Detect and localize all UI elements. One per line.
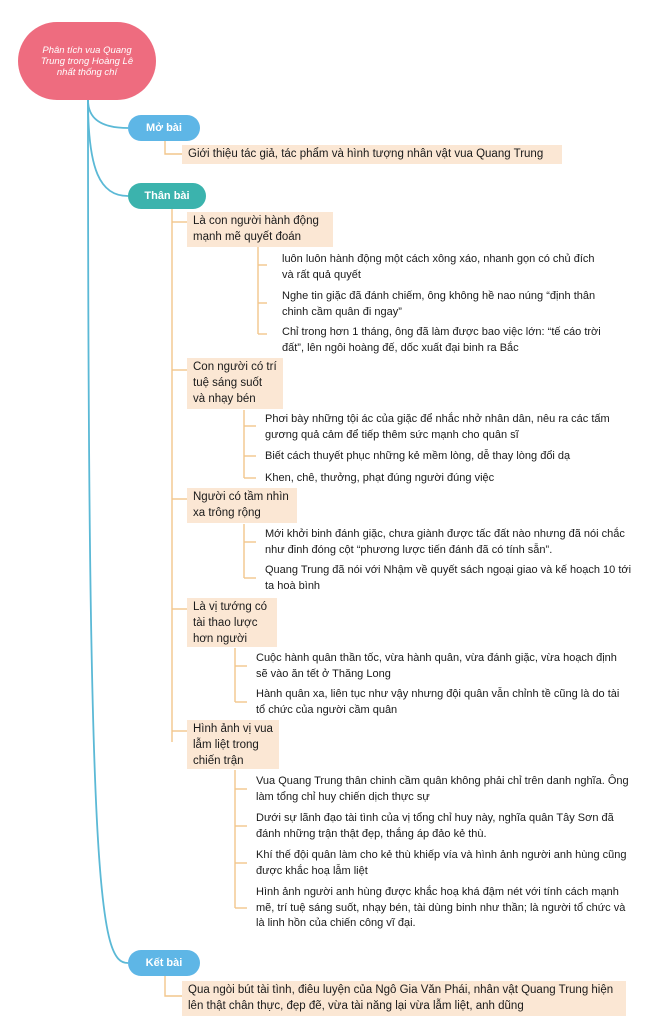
connector-intro <box>88 100 128 128</box>
body-group-3-point-1: Mới khởi binh đánh giặc, chưa giành được tấc đất nào nhưng đã nói chắc như đinh đóng cột “phương lược tiến đánh đã có tính sẵn”. <box>265 528 625 556</box>
connector-conclusion <box>88 100 128 963</box>
conclusion-content[interactable] <box>182 981 626 1016</box>
body-group-2[interactable] <box>187 358 283 409</box>
body-group-5[interactable] <box>187 720 279 769</box>
intro-branch[interactable] <box>128 115 200 141</box>
body-group-3[interactable] <box>187 488 297 523</box>
body-group-2-point-2: Biết cách thuyết phục những kẻ mềm lòng, dễ thay lòng đổi dạ <box>265 450 571 462</box>
body-group-2-point-3: Khen, chê, thưởng, phạt đúng người đúng việc <box>265 472 495 484</box>
body-group-2-title: Con người có trí tuệ sáng suốt và nhạy bén <box>193 361 277 405</box>
body-group-4-point-2: Hành quân xa, liên tục như vậy nhưng đội quân vẫn chỉnh tề cũng là do tài tổ chức của người cầm quân <box>256 688 620 716</box>
conclusion-content-text: Qua ngòi bút tài tình, điêu luyện của Ngô Gia Văn Phái, nhân vật Quang Trung hiện lên thật chân thực, đẹp đẽ, vừa tài năng lại vừa lẫm liệt, anh dũng <box>188 984 614 1012</box>
connector-body <box>88 100 128 196</box>
connector-conclusion-content <box>165 976 182 996</box>
body-group-3-title: Người có tầm nhìn xa trông rộng <box>193 491 289 519</box>
body-group-4-point-1: Cuộc hành quân thần tốc, vừa hành quân, vừa đánh giặc, vừa hoạch định sẽ vào ăn tết ở Thăng Long <box>256 652 617 680</box>
body-label: Thân bài <box>144 190 190 202</box>
body-group-5-point-1: Vua Quang Trung thân chinh cầm quân không phải chỉ trên danh nghĩa. Ông làm tổng chỉ huy chiến dịch thực sự <box>256 775 629 803</box>
body-group-1-point-1: luôn luôn hành động một cách xông xáo, nhanh gọn có chủ đích và rất quả quyết <box>282 253 595 281</box>
body-group-5-title: Hình ảnh vị vua lẫm liệt trong chiến trận <box>193 723 273 767</box>
body-group-5-point-3: Khí thế đội quân làm cho kẻ thù khiếp vía và hình ảnh người anh hùng cũng được khắc hoạ lẫm liệt <box>256 849 627 877</box>
body-branch[interactable] <box>128 183 206 209</box>
body-group-1-title: Là con người hành động mạnh mẽ quyết đoán <box>193 215 319 243</box>
connector-intro-content <box>165 140 182 154</box>
body-group-1-point-2: Nghe tin giặc đã đánh chiếm, ông không hề nao núng “định thân chinh cầm quân đi ngay” <box>282 290 596 318</box>
body-group-3-point-2: Quang Trung đã nói với Nhậm về quyết sách ngoại giao và kế hoạch 10 tới ta hoà bình <box>265 564 632 592</box>
body-group-5-point-4: Hình ảnh người anh hùng được khắc hoạ khá đậm nét với tính cách mạnh mẽ, trí tuệ sáng suốt, nhạy bén, tài dùng binh như thần; là người tổ chức và là linh hồn của chiến công vĩ đại. <box>256 886 626 929</box>
body-group-4-title: Là vị tướng có tài thao lược hơn người <box>193 601 268 645</box>
intro-content[interactable] <box>182 145 562 164</box>
body-group-1[interactable] <box>187 212 333 247</box>
body-group-4[interactable] <box>187 598 277 647</box>
intro-label: Mở bài <box>146 122 182 134</box>
root-topic[interactable] <box>18 22 156 100</box>
body-group-1-point-3: Chỉ trong hơn 1 tháng, ông đã làm được bao việc lớn: “tế cáo trời đất”, lên ngôi hoàng đế, dốc xuất đại binh ra Bắc <box>282 326 601 354</box>
intro-content-text: Giới thiệu tác giả, tác phẩm và hình tượng nhân vật vua Quang Trung <box>188 148 544 160</box>
body-group-5-point-2: Dưới sự lãnh đạo tài tình của vị tổng chỉ huy này, nghĩa quân Tây Sơn đã đánh những trận thật đẹp, thắng áp đảo kẻ thù. <box>256 812 614 840</box>
body-group-2-point-1: Phơi bày những tội ác của giặc để nhắc nhở nhân dân, nêu ra các tấm gương quả cảm để tiếp thêm sức mạnh cho quân sĩ <box>265 413 610 441</box>
root-topic-label: Phân tích vua Quang Trung trong Hoàng Lê nhất thống chí <box>40 44 134 78</box>
conclusion-branch[interactable] <box>128 950 200 976</box>
conclusion-label: Kết bài <box>145 957 183 969</box>
